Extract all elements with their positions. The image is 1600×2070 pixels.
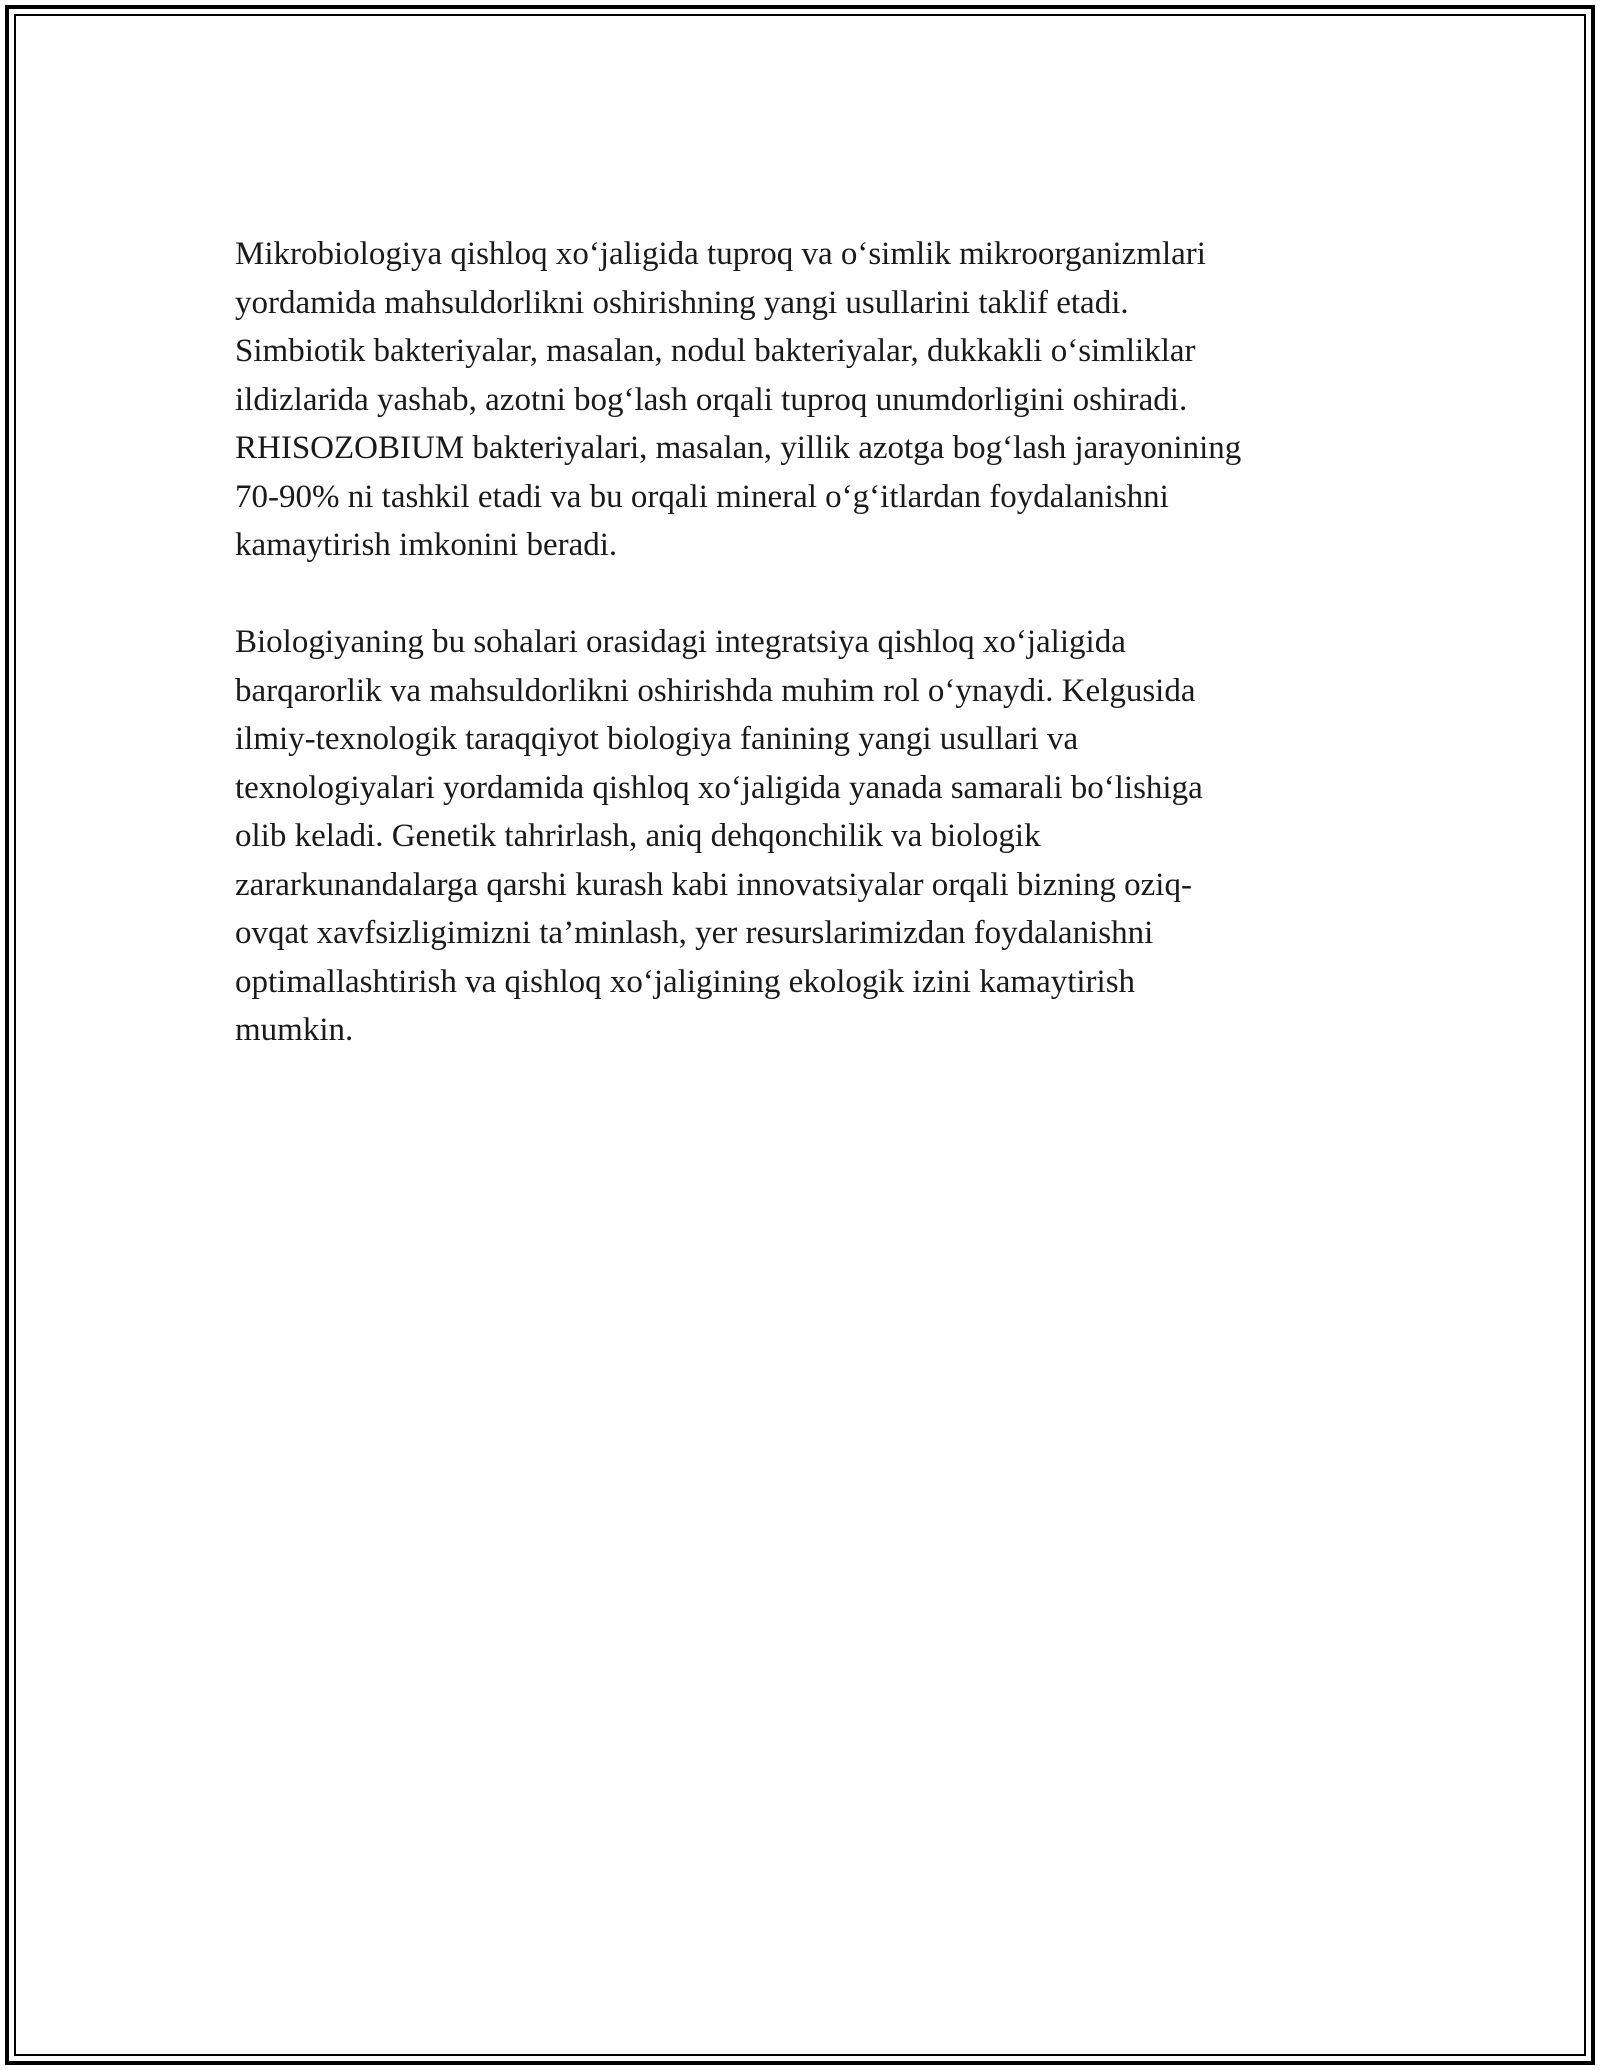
- text-line: zararkunandalarga qarshi kurash kabi innovatsiyalar orqali bizning oziq-: [235, 866, 1192, 903]
- text-line: Simbiotik bakteriyalar, masalan, nodul bakteriyalar, dukkakli o‘simliklar: [235, 333, 1196, 369]
- text-line: barqarorlik va mahsuldorlikni oshirishda muhim rol o‘ynaydi. Kelgusida: [235, 672, 1196, 709]
- text-line: olib keladi. Genetik tahrirlash, aniq dehqonchilik va biologik: [235, 818, 1041, 854]
- text-line: ilmiy-texnologik taraqqiyot biologiya fanining yangi usullari va: [235, 721, 1079, 757]
- text-line: mumkin.: [235, 1012, 354, 1048]
- paragraph-microbiology: [235, 230, 1375, 570]
- text-line: yordamida mahsuldorlikni oshirishning yangi usullarini taklif etadi.: [235, 284, 1129, 321]
- text-line: texnologiyalari yordamida qishloq xo‘jaligida yanada samarali bo‘lishiga: [235, 769, 1203, 806]
- text-line: RHISOZOBIUM bakteriyalari, masalan, yillik azotga bog‘lash jarayonining: [235, 430, 1242, 466]
- text-line: kamaytirish imkonini beradi.: [235, 527, 618, 563]
- text-line: Biologiyaning bu sohalari orasidagi integratsiya qishloq xo‘jaligida: [235, 624, 1126, 660]
- text-line: ovqat xavfsizligimizni ta’minlash, yer resurslarimizdan foydalanishni: [235, 915, 1154, 951]
- document-body: [235, 230, 1375, 1103]
- text-line: ildizlarida yashab, azotni bog‘lash orqali tuproq unumdorligini oshiradi.: [235, 381, 1188, 418]
- paragraph-integration: [235, 618, 1375, 1055]
- text-line: optimallashtirish va qishloq xo‘jaligining ekologik izini kamaytirish: [235, 963, 1136, 1000]
- text-line: 70-90% ni tashkil etadi va bu orqali mineral o‘g‘itlardan foydalanishni: [235, 478, 1169, 515]
- text-line: Mikrobiologiya qishloq xo‘jaligida tuproq va o‘simlik mikroorganizmlari: [235, 236, 1206, 272]
